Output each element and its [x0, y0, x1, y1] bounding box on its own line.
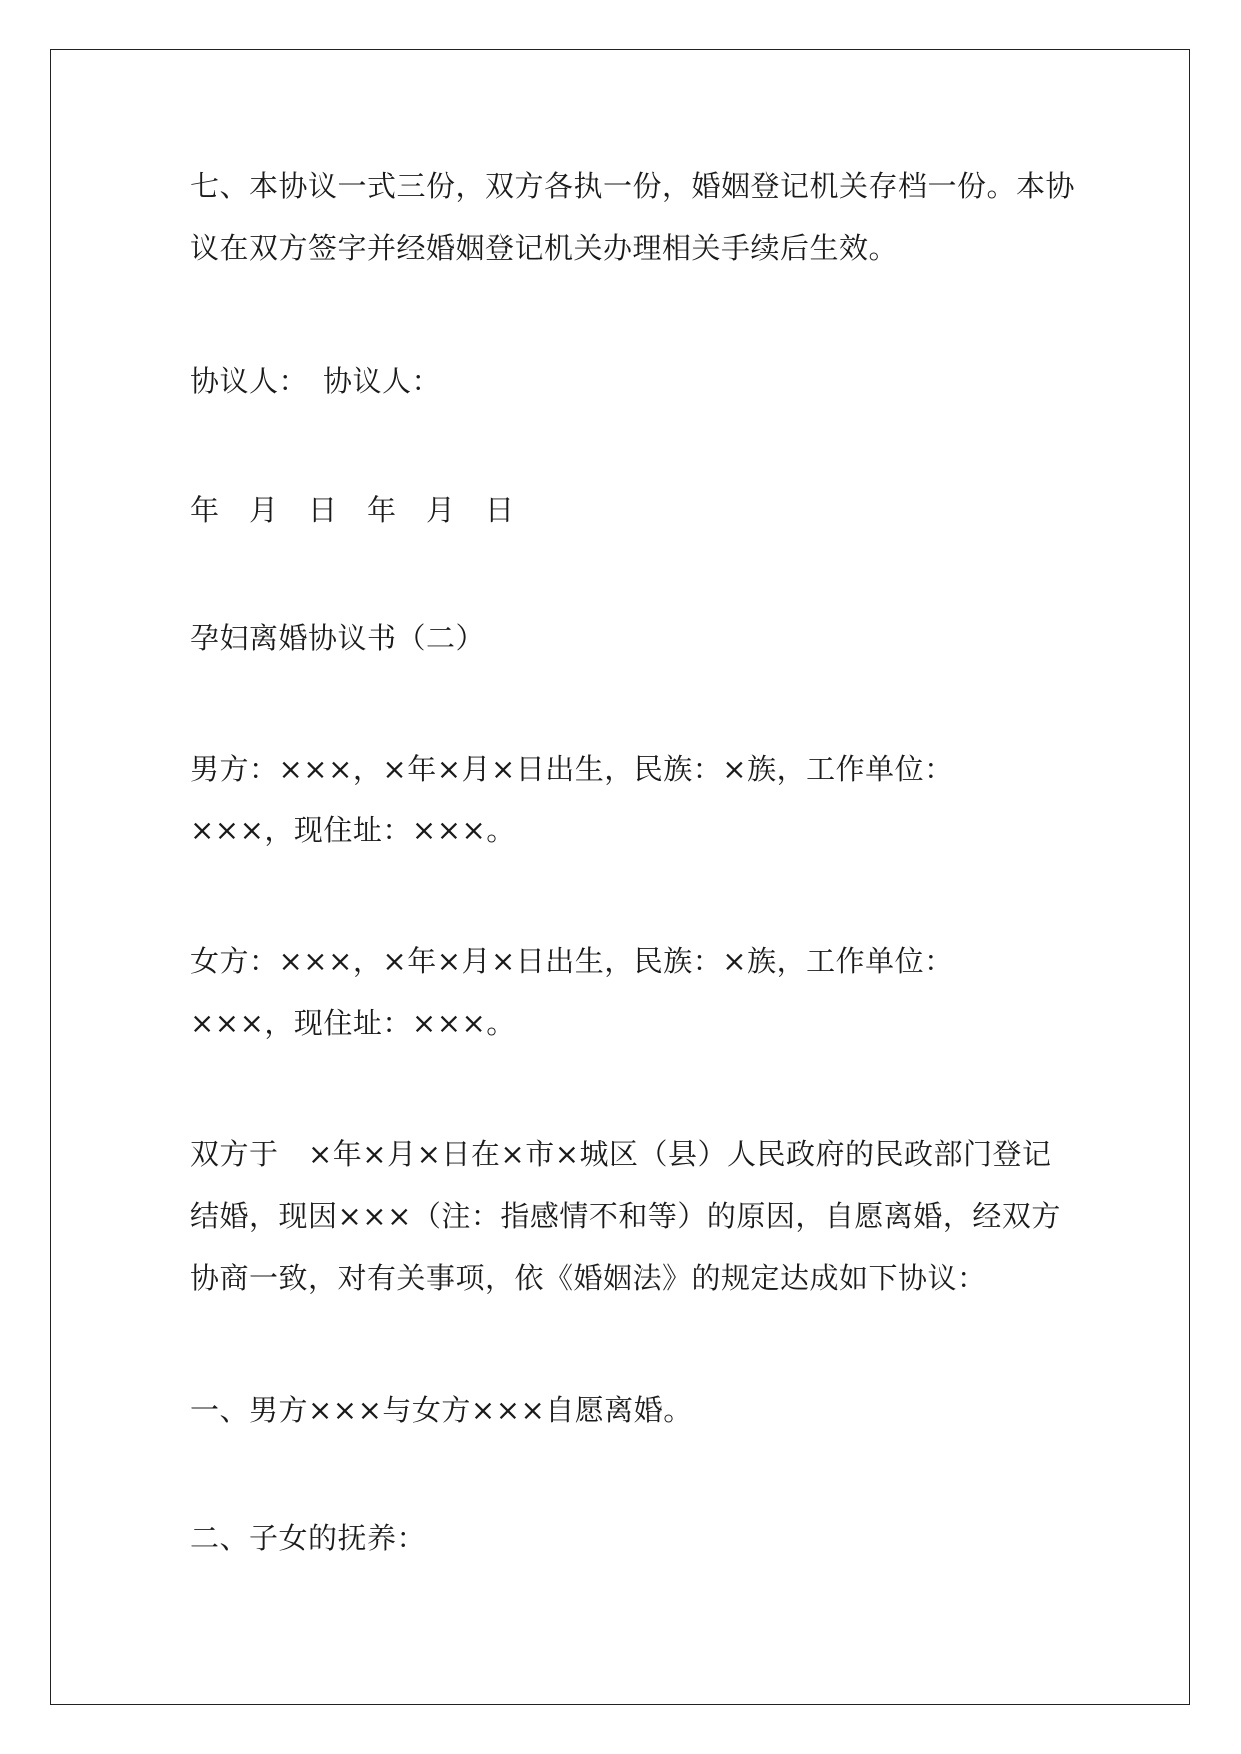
preamble-line-1: 双方于 ×年×月×日在×市×城区（县）人民政府的民政部门登记	[190, 1137, 1052, 1171]
clause-7-line-1: 七、本协议一式三份，双方各执一份，婚姻登记机关存档一份。本协	[190, 169, 1076, 203]
preamble-line-2: 结婚，现因×××（注：指感情不和等）的原因，自愿离婚，经双方	[190, 1199, 1061, 1233]
female-party-line-1: 女方：×××，×年×月×日出生，民族：×族，工作单位：	[190, 944, 954, 978]
clause-7-line-2: 议在双方签字并经婚姻登记机关办理相关手续后生效。	[190, 231, 899, 265]
clause-1: 一、男方×××与女方×××自愿离婚。	[190, 1393, 693, 1427]
section-title: 孕妇离婚协议书（二）	[190, 621, 486, 655]
date-line: 年 月 日 年 月 日	[190, 493, 515, 527]
male-party-line-1: 男方：×××，×年×月×日出生，民族：×族，工作单位：	[190, 752, 954, 786]
clause-2-heading: 二、子女的抚养：	[190, 1521, 427, 1555]
signatories-line: 协议人： 协议人：	[190, 364, 442, 398]
male-party-line-2: ×××，现住址：×××。	[190, 813, 516, 847]
preamble-line-3: 协商一致，对有关事项，依《婚姻法》的规定达成如下协议：	[190, 1261, 987, 1295]
page-border	[50, 49, 1190, 1705]
female-party-line-2: ×××，现住址：×××。	[190, 1006, 516, 1040]
